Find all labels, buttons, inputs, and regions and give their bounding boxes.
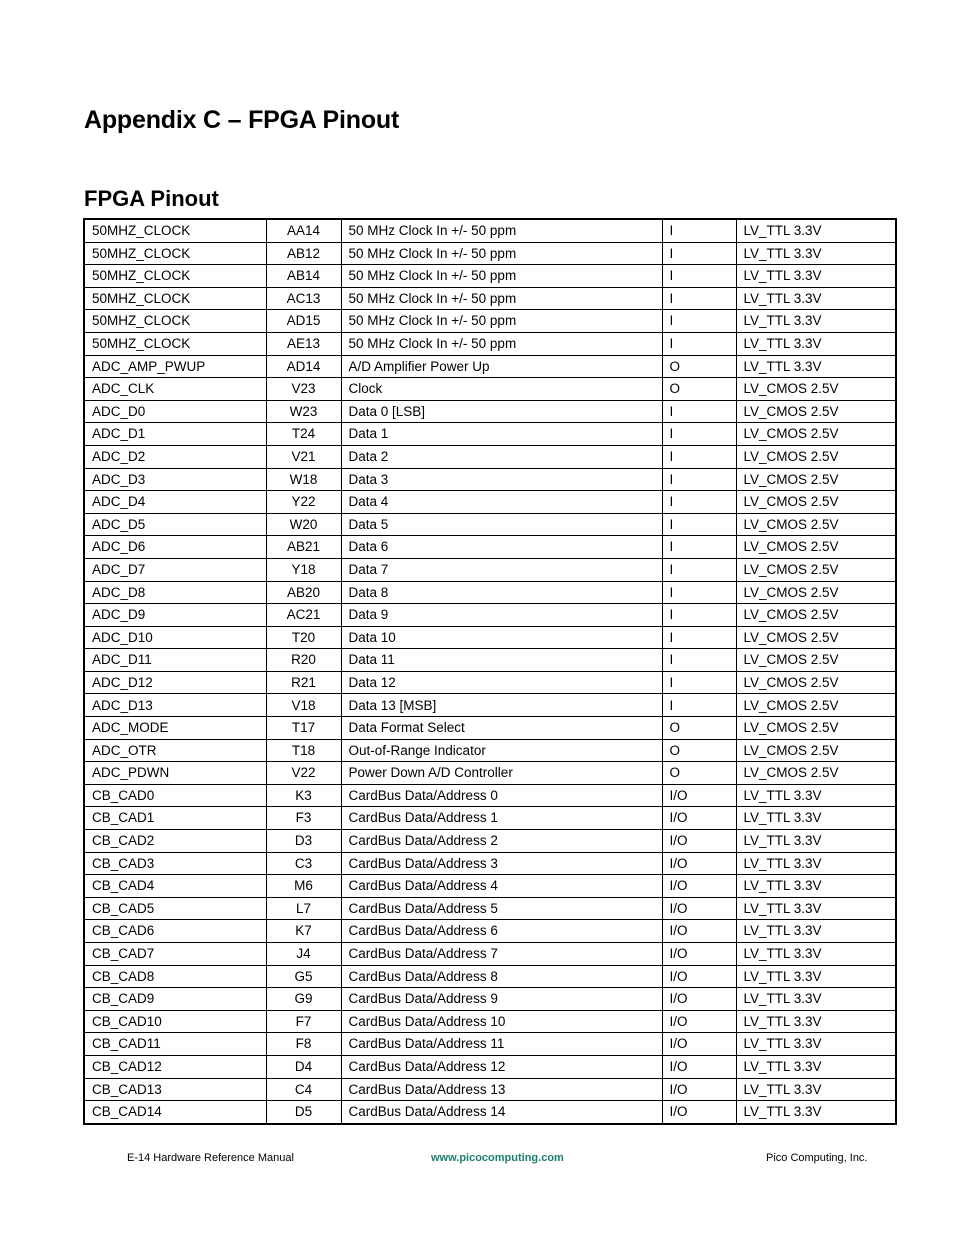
signal-cell: ADC_D1 bbox=[84, 423, 266, 446]
direction-cell: I bbox=[662, 219, 736, 242]
pin-cell: F7 bbox=[266, 1010, 341, 1033]
io-standard-cell: LV_CMOS 2.5V bbox=[736, 671, 896, 694]
io-standard-cell: LV_CMOS 2.5V bbox=[736, 491, 896, 514]
description-cell: CardBus Data/Address 11 bbox=[341, 1033, 662, 1056]
pin-cell: V22 bbox=[266, 762, 341, 785]
description-cell: 50 MHz Clock In +/- 50 ppm bbox=[341, 332, 662, 355]
description-cell: Data 2 bbox=[341, 445, 662, 468]
table-row bbox=[84, 649, 896, 672]
pin-cell: AD15 bbox=[266, 310, 341, 333]
signal-cell: ADC_D4 bbox=[84, 491, 266, 514]
io-standard-cell: LV_CMOS 2.5V bbox=[736, 558, 896, 581]
description-cell: CardBus Data/Address 9 bbox=[341, 988, 662, 1011]
description-cell: Data Format Select bbox=[341, 717, 662, 740]
io-standard-cell: LV_TTL 3.3V bbox=[736, 897, 896, 920]
table-row bbox=[84, 219, 896, 242]
description-cell: Data 6 bbox=[341, 536, 662, 559]
description-cell: Data 7 bbox=[341, 558, 662, 581]
direction-cell: I/O bbox=[662, 943, 736, 966]
description-cell: A/D Amplifier Power Up bbox=[341, 355, 662, 378]
direction-cell: I bbox=[662, 671, 736, 694]
direction-cell: I/O bbox=[662, 807, 736, 830]
pin-cell: R21 bbox=[266, 671, 341, 694]
description-cell: Clock bbox=[341, 378, 662, 401]
description-cell: Data 1 bbox=[341, 423, 662, 446]
direction-cell: I/O bbox=[662, 988, 736, 1011]
direction-cell: I bbox=[662, 694, 736, 717]
direction-cell: I/O bbox=[662, 1055, 736, 1078]
direction-cell: I/O bbox=[662, 852, 736, 875]
io-standard-cell: LV_TTL 3.3V bbox=[736, 219, 896, 242]
table-row bbox=[84, 988, 896, 1011]
signal-cell: ADC_D11 bbox=[84, 649, 266, 672]
table-row bbox=[84, 355, 896, 378]
io-standard-cell: LV_CMOS 2.5V bbox=[736, 445, 896, 468]
direction-cell: I bbox=[662, 491, 736, 514]
signal-cell: 50MHZ_CLOCK bbox=[84, 242, 266, 265]
signal-cell: ADC_D10 bbox=[84, 626, 266, 649]
description-cell: Data 3 bbox=[341, 468, 662, 491]
io-standard-cell: LV_CMOS 2.5V bbox=[736, 626, 896, 649]
signal-cell: ADC_D12 bbox=[84, 671, 266, 694]
table-row bbox=[84, 423, 896, 446]
io-standard-cell: LV_CMOS 2.5V bbox=[736, 739, 896, 762]
table-row bbox=[84, 491, 896, 514]
pinout-table bbox=[83, 218, 897, 1125]
pin-cell: T20 bbox=[266, 626, 341, 649]
io-standard-cell: LV_TTL 3.3V bbox=[736, 287, 896, 310]
pin-cell: AB20 bbox=[266, 581, 341, 604]
direction-cell: O bbox=[662, 739, 736, 762]
signal-cell: ADC_PDWN bbox=[84, 762, 266, 785]
direction-cell: O bbox=[662, 378, 736, 401]
signal-cell: ADC_OTR bbox=[84, 739, 266, 762]
pin-cell: D4 bbox=[266, 1055, 341, 1078]
description-cell: CardBus Data/Address 14 bbox=[341, 1101, 662, 1124]
signal-cell: 50MHZ_CLOCK bbox=[84, 219, 266, 242]
io-standard-cell: LV_CMOS 2.5V bbox=[736, 717, 896, 740]
direction-cell: I bbox=[662, 558, 736, 581]
direction-cell: I/O bbox=[662, 897, 736, 920]
table-row bbox=[84, 468, 896, 491]
signal-cell: 50MHZ_CLOCK bbox=[84, 287, 266, 310]
description-cell: CardBus Data/Address 7 bbox=[341, 943, 662, 966]
pinout-table-body bbox=[84, 219, 896, 1124]
pin-cell: D5 bbox=[266, 1101, 341, 1124]
direction-cell: O bbox=[662, 717, 736, 740]
table-row bbox=[84, 717, 896, 740]
signal-cell: ADC_CLK bbox=[84, 378, 266, 401]
table-row bbox=[84, 671, 896, 694]
table-row bbox=[84, 626, 896, 649]
io-standard-cell: LV_CMOS 2.5V bbox=[736, 513, 896, 536]
signal-cell: 50MHZ_CLOCK bbox=[84, 310, 266, 333]
signal-cell: ADC_AMP_PWUP bbox=[84, 355, 266, 378]
signal-cell: ADC_D2 bbox=[84, 445, 266, 468]
signal-cell: CB_CAD8 bbox=[84, 965, 266, 988]
section-title: FPGA Pinout bbox=[84, 186, 219, 211]
table-row bbox=[84, 875, 896, 898]
signal-cell: CB_CAD14 bbox=[84, 1101, 266, 1124]
table-row bbox=[84, 965, 896, 988]
direction-cell: I/O bbox=[662, 965, 736, 988]
signal-cell: ADC_D5 bbox=[84, 513, 266, 536]
footer-company-name: Pico Computing, Inc. bbox=[766, 1152, 868, 1164]
pin-cell: Y18 bbox=[266, 558, 341, 581]
signal-cell: CB_CAD7 bbox=[84, 943, 266, 966]
pin-cell: M6 bbox=[266, 875, 341, 898]
direction-cell: I bbox=[662, 265, 736, 288]
description-cell: CardBus Data/Address 5 bbox=[341, 897, 662, 920]
signal-cell: ADC_D9 bbox=[84, 604, 266, 627]
pin-cell: AE13 bbox=[266, 332, 341, 355]
io-standard-cell: LV_TTL 3.3V bbox=[736, 807, 896, 830]
pin-cell: W20 bbox=[266, 513, 341, 536]
direction-cell: O bbox=[662, 355, 736, 378]
description-cell: Data 5 bbox=[341, 513, 662, 536]
io-standard-cell: LV_TTL 3.3V bbox=[736, 988, 896, 1011]
description-cell: CardBus Data/Address 8 bbox=[341, 965, 662, 988]
direction-cell: O bbox=[662, 762, 736, 785]
direction-cell: I bbox=[662, 242, 736, 265]
pin-cell: K3 bbox=[266, 784, 341, 807]
pin-cell: G5 bbox=[266, 965, 341, 988]
table-row bbox=[84, 332, 896, 355]
pin-cell: V18 bbox=[266, 694, 341, 717]
io-standard-cell: LV_CMOS 2.5V bbox=[736, 694, 896, 717]
io-standard-cell: LV_TTL 3.3V bbox=[736, 265, 896, 288]
description-cell: 50 MHz Clock In +/- 50 ppm bbox=[341, 219, 662, 242]
signal-cell: ADC_D6 bbox=[84, 536, 266, 559]
table-row bbox=[84, 694, 896, 717]
direction-cell: I bbox=[662, 423, 736, 446]
signal-cell: ADC_MODE bbox=[84, 717, 266, 740]
io-standard-cell: LV_TTL 3.3V bbox=[736, 1010, 896, 1033]
description-cell: CardBus Data/Address 12 bbox=[341, 1055, 662, 1078]
io-standard-cell: LV_TTL 3.3V bbox=[736, 875, 896, 898]
description-cell: Data 12 bbox=[341, 671, 662, 694]
direction-cell: I/O bbox=[662, 1010, 736, 1033]
table-row bbox=[84, 287, 896, 310]
description-cell: Data 0 [LSB] bbox=[341, 400, 662, 423]
direction-cell: I/O bbox=[662, 1033, 736, 1056]
pin-cell: AB12 bbox=[266, 242, 341, 265]
io-standard-cell: LV_TTL 3.3V bbox=[736, 830, 896, 853]
table-row bbox=[84, 1033, 896, 1056]
description-cell: Data 11 bbox=[341, 649, 662, 672]
table-row bbox=[84, 265, 896, 288]
table-row bbox=[84, 1078, 896, 1101]
signal-cell: ADC_D3 bbox=[84, 468, 266, 491]
table-row bbox=[84, 1010, 896, 1033]
pin-cell: W18 bbox=[266, 468, 341, 491]
io-standard-cell: LV_TTL 3.3V bbox=[736, 784, 896, 807]
direction-cell: I bbox=[662, 604, 736, 627]
io-standard-cell: LV_CMOS 2.5V bbox=[736, 762, 896, 785]
direction-cell: I bbox=[662, 332, 736, 355]
description-cell: Data 4 bbox=[341, 491, 662, 514]
direction-cell: I bbox=[662, 400, 736, 423]
signal-cell: CB_CAD2 bbox=[84, 830, 266, 853]
description-cell: Data 9 bbox=[341, 604, 662, 627]
description-cell: CardBus Data/Address 10 bbox=[341, 1010, 662, 1033]
direction-cell: I bbox=[662, 310, 736, 333]
signal-cell: CB_CAD4 bbox=[84, 875, 266, 898]
pin-cell: F3 bbox=[266, 807, 341, 830]
io-standard-cell: LV_CMOS 2.5V bbox=[736, 468, 896, 491]
io-standard-cell: LV_CMOS 2.5V bbox=[736, 604, 896, 627]
direction-cell: I bbox=[662, 581, 736, 604]
description-cell: CardBus Data/Address 4 bbox=[341, 875, 662, 898]
table-row bbox=[84, 1101, 896, 1124]
io-standard-cell: LV_TTL 3.3V bbox=[736, 1078, 896, 1101]
io-standard-cell: LV_TTL 3.3V bbox=[736, 332, 896, 355]
pin-cell: AB21 bbox=[266, 536, 341, 559]
pin-cell: AC13 bbox=[266, 287, 341, 310]
pin-cell: J4 bbox=[266, 943, 341, 966]
description-cell: CardBus Data/Address 2 bbox=[341, 830, 662, 853]
io-standard-cell: LV_TTL 3.3V bbox=[736, 1055, 896, 1078]
table-row bbox=[84, 830, 896, 853]
io-standard-cell: LV_CMOS 2.5V bbox=[736, 378, 896, 401]
table-row bbox=[84, 581, 896, 604]
direction-cell: I bbox=[662, 536, 736, 559]
io-standard-cell: LV_CMOS 2.5V bbox=[736, 649, 896, 672]
direction-cell: I/O bbox=[662, 1101, 736, 1124]
signal-cell: ADC_D8 bbox=[84, 581, 266, 604]
io-standard-cell: LV_CMOS 2.5V bbox=[736, 400, 896, 423]
pin-cell: AC21 bbox=[266, 604, 341, 627]
description-cell: 50 MHz Clock In +/- 50 ppm bbox=[341, 265, 662, 288]
io-standard-cell: LV_TTL 3.3V bbox=[736, 852, 896, 875]
table-row bbox=[84, 558, 896, 581]
description-cell: 50 MHz Clock In +/- 50 ppm bbox=[341, 287, 662, 310]
pin-cell: AB14 bbox=[266, 265, 341, 288]
signal-cell: CB_CAD1 bbox=[84, 807, 266, 830]
io-standard-cell: LV_TTL 3.3V bbox=[736, 1033, 896, 1056]
signal-cell: CB_CAD5 bbox=[84, 897, 266, 920]
io-standard-cell: LV_TTL 3.3V bbox=[736, 310, 896, 333]
direction-cell: I/O bbox=[662, 1078, 736, 1101]
io-standard-cell: LV_CMOS 2.5V bbox=[736, 423, 896, 446]
footer-website-link[interactable]: www.picocomputing.com bbox=[431, 1152, 564, 1164]
table-row bbox=[84, 897, 896, 920]
direction-cell: I/O bbox=[662, 784, 736, 807]
pin-cell: K7 bbox=[266, 920, 341, 943]
direction-cell: I/O bbox=[662, 920, 736, 943]
pin-cell: C4 bbox=[266, 1078, 341, 1101]
pin-cell: T18 bbox=[266, 739, 341, 762]
pin-cell: R20 bbox=[266, 649, 341, 672]
pin-cell: Y22 bbox=[266, 491, 341, 514]
pin-cell: AA14 bbox=[266, 219, 341, 242]
table-row bbox=[84, 378, 896, 401]
table-row bbox=[84, 536, 896, 559]
signal-cell: CB_CAD3 bbox=[84, 852, 266, 875]
page-title: Appendix C – FPGA Pinout bbox=[84, 106, 400, 134]
signal-cell: CB_CAD9 bbox=[84, 988, 266, 1011]
description-cell: CardBus Data/Address 6 bbox=[341, 920, 662, 943]
table-row bbox=[84, 400, 896, 423]
signal-cell: ADC_D0 bbox=[84, 400, 266, 423]
footer-manual-name: E-14 Hardware Reference Manual bbox=[127, 1152, 294, 1164]
table-row bbox=[84, 807, 896, 830]
pin-cell: F8 bbox=[266, 1033, 341, 1056]
io-standard-cell: LV_CMOS 2.5V bbox=[736, 581, 896, 604]
pin-cell: C3 bbox=[266, 852, 341, 875]
signal-cell: CB_CAD13 bbox=[84, 1078, 266, 1101]
description-cell: 50 MHz Clock In +/- 50 ppm bbox=[341, 242, 662, 265]
io-standard-cell: LV_TTL 3.3V bbox=[736, 1101, 896, 1124]
pin-cell: D3 bbox=[266, 830, 341, 853]
signal-cell: CB_CAD6 bbox=[84, 920, 266, 943]
signal-cell: CB_CAD0 bbox=[84, 784, 266, 807]
table-row bbox=[84, 310, 896, 333]
table-row bbox=[84, 784, 896, 807]
description-cell: CardBus Data/Address 1 bbox=[341, 807, 662, 830]
description-cell: CardBus Data/Address 0 bbox=[341, 784, 662, 807]
description-cell: Data 13 [MSB] bbox=[341, 694, 662, 717]
signal-cell: 50MHZ_CLOCK bbox=[84, 265, 266, 288]
pin-cell: G9 bbox=[266, 988, 341, 1011]
signal-cell: CB_CAD10 bbox=[84, 1010, 266, 1033]
direction-cell: I bbox=[662, 513, 736, 536]
signal-cell: ADC_D7 bbox=[84, 558, 266, 581]
io-standard-cell: LV_TTL 3.3V bbox=[736, 965, 896, 988]
pin-cell: AD14 bbox=[266, 355, 341, 378]
table-row bbox=[84, 920, 896, 943]
io-standard-cell: LV_TTL 3.3V bbox=[736, 943, 896, 966]
description-cell: Out-of-Range Indicator bbox=[341, 739, 662, 762]
description-cell: 50 MHz Clock In +/- 50 ppm bbox=[341, 310, 662, 333]
signal-cell: CB_CAD11 bbox=[84, 1033, 266, 1056]
table-row bbox=[84, 739, 896, 762]
table-row bbox=[84, 852, 896, 875]
description-cell: CardBus Data/Address 3 bbox=[341, 852, 662, 875]
pin-cell: V23 bbox=[266, 378, 341, 401]
direction-cell: I bbox=[662, 649, 736, 672]
pin-cell: T17 bbox=[266, 717, 341, 740]
table-row bbox=[84, 242, 896, 265]
table-row bbox=[84, 445, 896, 468]
pin-cell: V21 bbox=[266, 445, 341, 468]
pin-cell: W23 bbox=[266, 400, 341, 423]
direction-cell: I bbox=[662, 626, 736, 649]
description-cell: Data 10 bbox=[341, 626, 662, 649]
direction-cell: I/O bbox=[662, 875, 736, 898]
direction-cell: I bbox=[662, 468, 736, 491]
io-standard-cell: LV_TTL 3.3V bbox=[736, 920, 896, 943]
table-row bbox=[84, 762, 896, 785]
signal-cell: CB_CAD12 bbox=[84, 1055, 266, 1078]
table-row bbox=[84, 513, 896, 536]
direction-cell: I bbox=[662, 445, 736, 468]
io-standard-cell: LV_TTL 3.3V bbox=[736, 355, 896, 378]
description-cell: Data 8 bbox=[341, 581, 662, 604]
direction-cell: I bbox=[662, 287, 736, 310]
table-row bbox=[84, 604, 896, 627]
pin-cell: L7 bbox=[266, 897, 341, 920]
description-cell: CardBus Data/Address 13 bbox=[341, 1078, 662, 1101]
io-standard-cell: LV_CMOS 2.5V bbox=[736, 536, 896, 559]
signal-cell: 50MHZ_CLOCK bbox=[84, 332, 266, 355]
io-standard-cell: LV_TTL 3.3V bbox=[736, 242, 896, 265]
table-row bbox=[84, 943, 896, 966]
signal-cell: ADC_D13 bbox=[84, 694, 266, 717]
description-cell: Power Down A/D Controller bbox=[341, 762, 662, 785]
table-row bbox=[84, 1055, 896, 1078]
direction-cell: I/O bbox=[662, 830, 736, 853]
pin-cell: T24 bbox=[266, 423, 341, 446]
